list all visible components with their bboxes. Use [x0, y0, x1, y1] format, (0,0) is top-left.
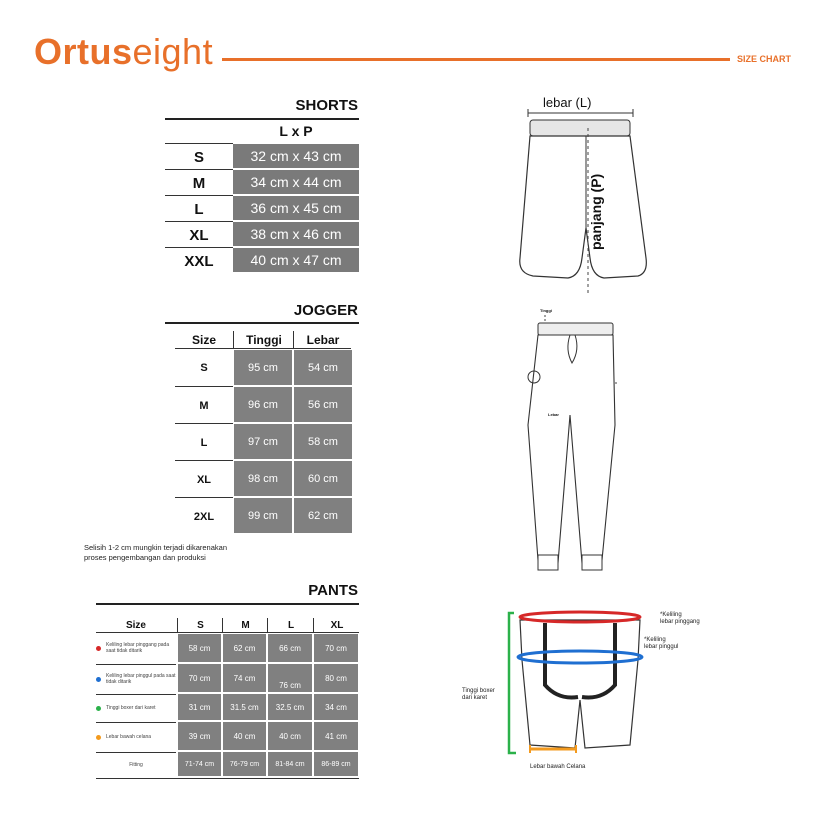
- jogger-size: L: [175, 423, 233, 461]
- pants-header-xl: XL: [313, 618, 360, 632]
- shorts-header: L x P: [279, 123, 313, 139]
- shorts-illustration: [508, 108, 658, 298]
- jogger-size: 2XL: [175, 497, 233, 535]
- brand-logo-bold: Ortus: [34, 31, 133, 72]
- jogger-lebar: 60 cm: [294, 461, 352, 496]
- pants-value: 62 cm: [223, 634, 266, 662]
- shorts-value: 32 cm x 43 cm: [233, 144, 359, 168]
- orange-dot-icon: [96, 735, 101, 740]
- jogger-header-size: Size: [191, 332, 216, 347]
- production-note: [84, 543, 284, 563]
- pants-value: 70 cm: [314, 634, 358, 662]
- pants-value: 66 cm: [268, 634, 312, 662]
- jogger-size: S: [200, 361, 208, 374]
- jogger-lebar: 62 cm: [294, 498, 352, 533]
- pants-value: 58 cm: [178, 634, 221, 662]
- shorts-value: 40 cm x 47 cm: [233, 248, 359, 272]
- shorts-width-label: lebar (L): [543, 95, 592, 110]
- boxer-height-label-2: dari karet: [462, 695, 488, 701]
- pants-row-label: [96, 694, 176, 721]
- brand-logo-light: eight: [132, 31, 214, 72]
- jogger-header-tinggi: Tinggi: [233, 331, 294, 348]
- jogger-lebar: 56 cm: [294, 387, 352, 422]
- pants-label-text: Fitting: [129, 762, 143, 768]
- red-dot-icon: [96, 646, 101, 651]
- note-line-1: Selisih 1-2 cm mungkin terjadi dikarenakan: [84, 543, 227, 552]
- pants-header-rule: [96, 632, 359, 633]
- jogger-tinggi: 96 cm: [234, 387, 292, 422]
- pants-value: 34 cm: [314, 694, 358, 720]
- pants-row-label: [96, 664, 176, 693]
- pants-row-label: [96, 722, 176, 751]
- jogger-lebar: 54 cm: [294, 350, 352, 385]
- jogger-header-lebar: Lebar: [293, 331, 352, 348]
- jogger-tinggi: 97 cm: [234, 424, 292, 459]
- note-line-2: proses pengembangan dan produksi: [84, 553, 206, 562]
- shorts-size: S: [165, 143, 233, 170]
- pants-value: 39 cm: [178, 722, 221, 750]
- hip-label-1: *Keliling: [644, 637, 666, 643]
- pants-row-label: [96, 752, 176, 777]
- shorts-value: 34 cm x 44 cm: [233, 170, 359, 194]
- pants-value: 80 cm: [314, 664, 358, 692]
- shorts-size: L: [165, 195, 233, 222]
- waist-label: [660, 612, 700, 626]
- pants-value: 32.5 cm: [268, 694, 312, 720]
- shorts-value: 38 cm x 46 cm: [233, 222, 359, 246]
- pants-value: 70 cm: [178, 664, 221, 692]
- jogger-tinggi: 95 cm: [234, 350, 292, 385]
- blue-dot-icon: [96, 677, 101, 682]
- pants-label-text: Tinggi boxer dari karet: [106, 705, 156, 711]
- pants-value: 40 cm: [223, 722, 266, 750]
- pants-value: 74 cm: [223, 664, 266, 692]
- boxer-height-label: [462, 688, 495, 702]
- jogger-width-label: Lebar: [548, 412, 559, 417]
- shorts-row: [165, 195, 359, 221]
- pants-value: 76 cm: [268, 664, 312, 692]
- header-rule: [222, 58, 730, 61]
- jogger-height-label: Tinggi: [540, 308, 552, 313]
- jogger-title: JOGGER: [293, 302, 358, 319]
- shorts-row: [165, 221, 359, 247]
- shorts-row: [165, 169, 359, 195]
- pants-header-s: S: [177, 618, 223, 632]
- pants-header-l: L: [267, 618, 314, 632]
- shorts-size: M: [165, 169, 233, 196]
- jogger-illustration: [520, 305, 630, 580]
- hip-label-2: lebar pinggul: [644, 644, 679, 650]
- shorts-row: [165, 143, 359, 169]
- pants-title: PANTS: [308, 582, 358, 599]
- brand-logo: [34, 32, 213, 72]
- jogger-title-rule: [165, 322, 359, 324]
- shorts-length-label-text: panjang (P): [588, 173, 604, 250]
- pants-label-text: Keliling lebar pinggul pada saat tidak ditarik: [106, 673, 176, 685]
- pants-value: 81-84 cm: [268, 752, 312, 776]
- shorts-title: SHORTS: [295, 97, 358, 114]
- boxer-height-label-1: Tinggi boxer: [462, 688, 495, 694]
- jogger-lebar: 58 cm: [294, 424, 352, 459]
- shorts-value: 36 cm x 45 cm: [233, 196, 359, 220]
- shorts-row: [165, 247, 359, 273]
- pants-value: 41 cm: [314, 722, 358, 750]
- shorts-size: XL: [165, 221, 233, 248]
- pants-value: 40 cm: [268, 722, 312, 750]
- hem-label: Lebar bawah Celana: [530, 764, 586, 770]
- pants-label-text: Keliling lebar pinggang pada saat tidak ditarik: [106, 642, 170, 654]
- pants-title-rule: [96, 603, 359, 605]
- jogger-size: M: [175, 386, 233, 424]
- pants-value: 71-74 cm: [178, 752, 221, 776]
- waist-label-1: *Keliling: [660, 612, 682, 618]
- pants-value: 86-89 cm: [314, 752, 358, 776]
- jogger-tinggi: 99 cm: [234, 498, 292, 533]
- page-title: SIZE CHART: [737, 54, 791, 64]
- pants-value: 31.5 cm: [223, 694, 266, 720]
- waist-label-2: lebar pinggang: [660, 619, 700, 625]
- pants-header-size: Size: [125, 619, 146, 631]
- pants-row-label: [96, 634, 176, 662]
- pants-bottom-rule: [96, 778, 359, 779]
- pants-value: 31 cm: [178, 694, 221, 720]
- pants-label-text: Lebar bawah celana: [106, 734, 152, 740]
- jogger-tinggi: 98 cm: [234, 461, 292, 496]
- hip-label: [644, 637, 678, 651]
- shorts-title-rule: [165, 118, 359, 120]
- green-dot-icon: [96, 706, 101, 711]
- shorts-size: XXL: [165, 247, 233, 274]
- pants-illustration: [500, 605, 660, 770]
- pants-header-m: M: [222, 618, 268, 632]
- jogger-size: XL: [175, 460, 233, 498]
- pants-value: 76-79 cm: [223, 752, 266, 776]
